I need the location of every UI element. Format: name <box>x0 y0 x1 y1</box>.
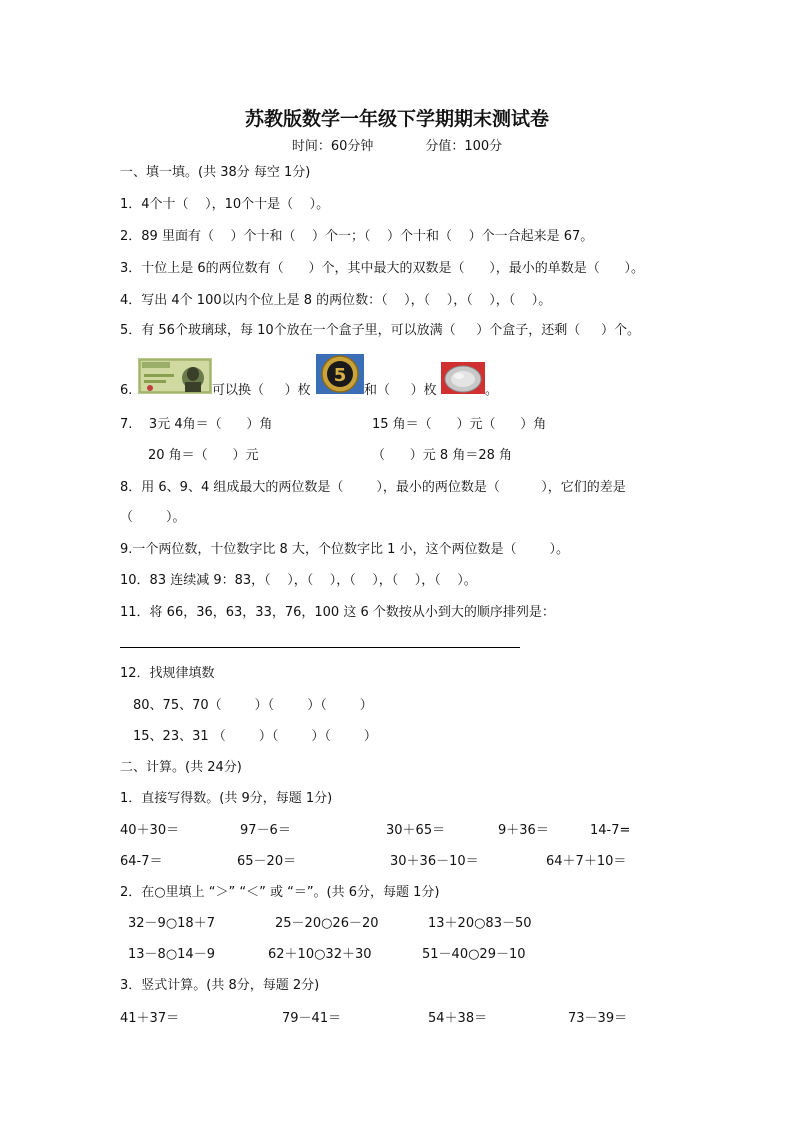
question-3: 3．十位上是 6的两位数有（ ）个，其中最大的双数是（ ），最小的单数是（ ）。 <box>120 261 645 276</box>
compare-item: 13－8○14－9 <box>128 947 215 962</box>
question-2: 2．89 里面有（ ）个十和（ ）个一；（ ）个十和（ ）个一合起来是 67。 <box>120 229 594 244</box>
question-12b: 15、23、31 （ ）（ ）（ ） <box>133 729 377 744</box>
question-5: 5．有 56个玻璃球，每 10个放在一个盒子里，可以放满（ ）个盒子，还剩（ ）个。 <box>120 323 640 338</box>
exam-time: 时间：60分钟 <box>291 139 374 154</box>
page-title: 苏教版数学一年级下学期期末测试卷 <box>244 108 549 130</box>
compare-item: 13＋20○83－50 <box>428 916 532 931</box>
coin-five-jiao-image <box>316 354 364 394</box>
calc-item: 97－6＝ <box>240 823 291 838</box>
calc-item: 30＋65＝ <box>386 823 446 838</box>
question-7b: 15 角＝（ ）元（ ）角 <box>372 417 547 432</box>
question-7d: （ ）元 8 角＝28 角 <box>372 448 513 463</box>
question-6-text-a: 可以换（ ）枚 <box>212 383 311 398</box>
question-6-text-b: 和（ ）枚 <box>364 383 437 398</box>
vertical-calc-item: 54＋38＝ <box>428 1011 488 1026</box>
section2-heading: 二、计算。(共 24分) <box>120 760 242 775</box>
compare-item: 62＋10○32＋30 <box>268 947 372 962</box>
calc-item: 40＋30＝ <box>120 823 180 838</box>
question-7c: 20 角＝（ ）元 <box>148 448 259 463</box>
exam-score: 分值：100分 <box>425 139 503 154</box>
question-12a: 80、75、70（ ）（ ）（ ） <box>133 698 373 713</box>
part-2-heading: 2．在○里填上 “＞” “＜” 或 “＝”。(共 6分，每题 1分) <box>120 885 440 900</box>
question-4: 4．写出 4个 100以内个位上是 8 的两位数：（ ），（ ），（ ），（ ）。 <box>120 293 552 308</box>
coin-one-jiao-image <box>441 362 485 394</box>
vertical-calc-item: 79－41＝ <box>282 1011 342 1026</box>
question-12: 12．找规律填数 <box>120 666 215 681</box>
calc-item: 64-7＝ <box>120 854 163 869</box>
compare-item: 25－20○26－20 <box>275 916 379 931</box>
calc-item: 64＋7＋10＝ <box>546 854 627 869</box>
part-1-heading: 1．直接写得数。(共 9分，每题 1分) <box>120 791 333 806</box>
answer-line <box>120 647 520 648</box>
vertical-calc-item: 41＋37＝ <box>120 1011 180 1026</box>
calc-item: 65－20＝ <box>237 854 297 869</box>
question-6-text-c: 。 <box>485 383 499 398</box>
question-1: 1．4个十（ ），10个十是（ ）。 <box>120 197 330 212</box>
vertical-calc-item: 73－39＝ <box>568 1011 628 1026</box>
compare-item: 51－40○29－10 <box>422 947 526 962</box>
question-8b: （ ）。 <box>120 510 186 525</box>
exam-info <box>0 138 794 156</box>
question-9: 9.一个两位数，十位数字比 8 大，个位数字比 1 小，这个两位数是（ ）。 <box>120 542 570 557</box>
question-7a: 7. 3元 4角＝（ ）角 <box>120 417 273 432</box>
part-3-heading: 3．竖式计算。(共 8分，每题 2分) <box>120 978 320 993</box>
compare-item: 32－9○18＋7 <box>128 916 215 931</box>
question-11: 11．将 66，36，63，33，76，100 这 6 个数按从小到大的顺序排列是： <box>120 605 555 620</box>
question-6-number: 6. <box>120 383 133 398</box>
question-10: 10．83 连续减 9：83，（ ），（ ），（ ），（ ），（ ）。 <box>120 573 477 588</box>
calc-item: 9＋36＝ <box>498 823 549 838</box>
section1-heading: 一、填一填。(共 38分 每空 1分) <box>120 165 311 180</box>
svg-text:5: 5 <box>333 365 347 386</box>
banknote-one-yuan-image <box>138 358 212 394</box>
calc-item: 14-7= <box>590 823 631 838</box>
calc-item: 30＋36－10＝ <box>390 854 479 869</box>
question-8a: 8．用 6、9、4 组成最大的两位数是（ ），最小的两位数是（ ），它们的差是 <box>120 480 626 495</box>
